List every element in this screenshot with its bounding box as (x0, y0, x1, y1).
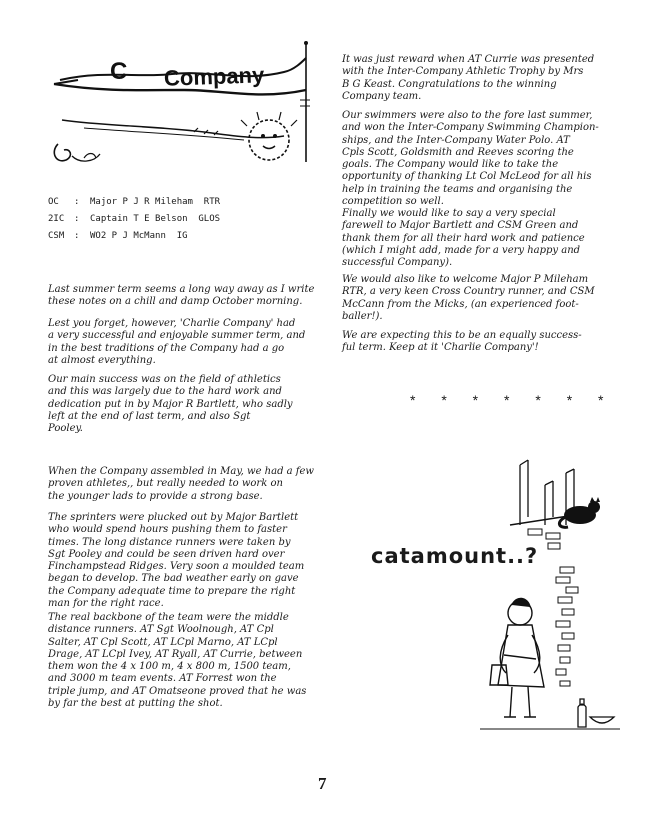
staff-separator: : (74, 231, 80, 241)
staff-separator: : (74, 214, 80, 224)
staff-role: 2IC (48, 214, 65, 224)
staff-row (48, 228, 220, 245)
banner-letter: C (110, 58, 128, 85)
right-paragraph: Finally we would like to say a very special farewell to Major Bartlett and CSM Green and thank them for all their hard work and patience (which I might add, made for a very happy and successful Company). (342, 208, 585, 269)
left-paragraph: When the Company assembled in May, we had a few proven athletes,, but really needed to work on the younger lads to provide a strong base. (48, 466, 314, 502)
right-paragraph: We would also like to welcome Major P Mileham RTR, a very keen Cross Country runner, and CSM McCann from the Micks, (an experienced foot- baller!). (342, 274, 595, 322)
staff-name: WO2 P J McMann IG (90, 231, 188, 241)
staff-separator: : (74, 197, 80, 207)
company-banner-illustration (44, 40, 329, 180)
left-paragraph: The real backbone of the team were the middle distance runners. AT Sgt Woolnough, AT Cpl Salter, AT Cpl Scott, AT LCpl Marno, AT LCpl Drage, AT LCpl Ivey, AT Ryall, AT Currie, between them won the 4 x 100 m, 4 x 800 m, 1500 team, and 3000 m team events. AT Forrest won the triple jump, and AT Omatseone proved that he was by far the best at putting the shot. (48, 612, 307, 710)
cartoon-illustration (370, 455, 635, 740)
left-paragraph: Our main success was on the field of athletics and this was largely due to the hard work and dedication put in by Major R Bartlett, who sadly left at the end of last term, and also Sgt Pooley. (48, 374, 293, 435)
staff-name: Major P J R Mileham RTR (90, 197, 221, 207)
right-paragraph: Our swimmers were also to the fore last summer, and won the Inter-Company Swimming Champion- ships, and the Inter-Company Water Polo. AT Cpls Scott, Goldsmith and Reeves scoring the goals. The Company would like to take the opportunity of thanking Lt Col McLeod for all his help in training the teams and organising the competition so well. (342, 110, 599, 208)
page-number: 7 (318, 774, 327, 793)
staff-name: Captain T E Belson GLOS (90, 214, 221, 224)
staff-role: CSM (48, 231, 65, 241)
cartoon-caption: catamount..? (371, 544, 539, 568)
banner-title: Company (163, 62, 265, 91)
left-paragraph: Lest you forget, however, 'Charlie Company' had a very successful and enjoyable summer term, and in the best traditions of the Company had a go at almost everything. (48, 318, 306, 366)
staff-list (48, 194, 220, 245)
right-paragraph: We are expecting this to be an equally success- ful term. Keep at it 'Charlie Company'! (342, 330, 582, 354)
section-separator: * * * * * * * (410, 392, 615, 408)
left-paragraph: Last summer term seems a long way away as I write these notes on a chill and damp October morning. (48, 284, 315, 308)
staff-role: OC (48, 197, 59, 207)
left-paragraph: The sprinters were plucked out by Major Bartlett who would spend hours pushing them to faster times. The long distance runners were taken by Sgt Pooley and could be seen driven hard over Finchampstead Ridges. Very soon a moulded team began to develop. The bad weather early on gave the Company adequate time to prepare the right man for the right race. (48, 512, 305, 610)
staff-row (48, 211, 220, 228)
right-paragraph: It was just reward when AT Currie was presented with the Inter-Company Athletic Trophy by Mrs B G Keast. Congratulations to the winning Company team. (342, 54, 595, 102)
staff-row (48, 194, 220, 211)
